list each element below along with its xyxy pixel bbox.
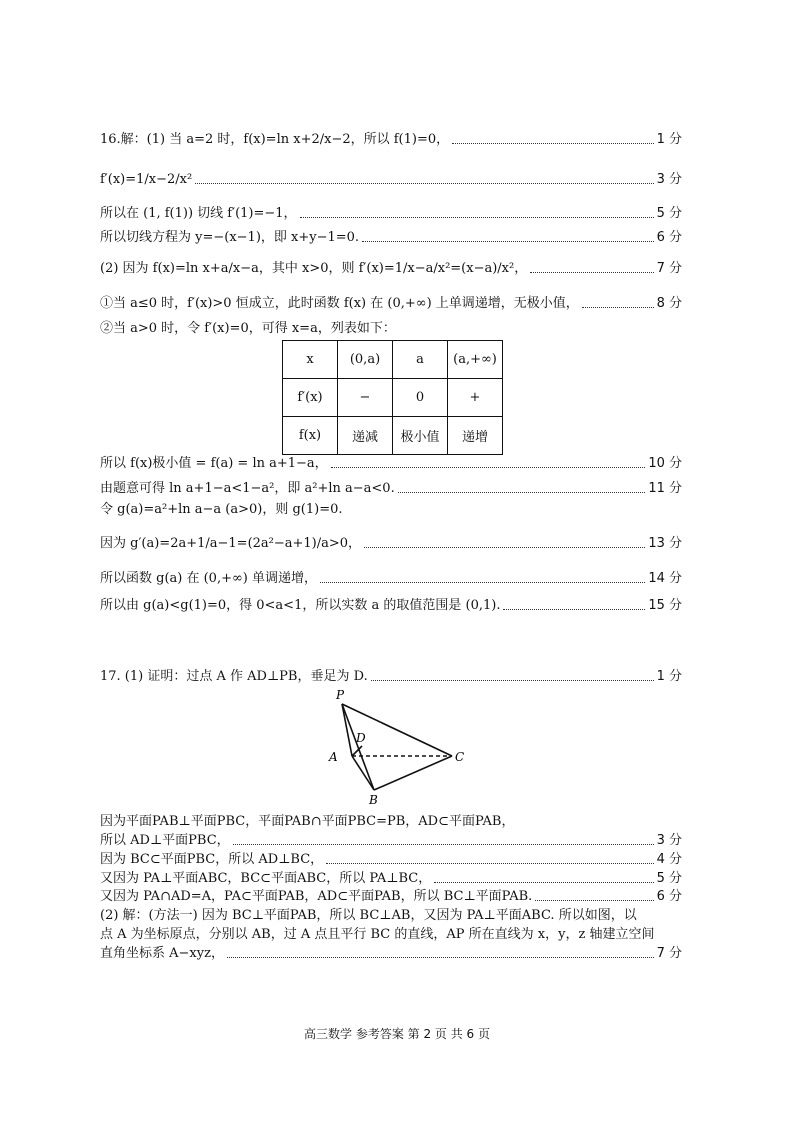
table-cell: a — [393, 341, 448, 379]
solution-text: 令 g(a)=a²+ln a−a (a>0)，则 g(1)=0. — [100, 502, 343, 517]
dot-leader — [530, 272, 653, 273]
edge-PA — [342, 704, 352, 756]
solution-line — [100, 870, 682, 888]
dot-leader — [434, 882, 653, 883]
line-text: ①当 a≤0 时，f′(x)>0 恒成立，此时函数 f(x) 在 (0,+∞) 上单调递增，无极小值， — [100, 296, 579, 311]
line-text: 所以由 g(a)<g(1)=0，得 0<a<1，所以实数 a 的取值范围是 (0,1). — [100, 598, 501, 613]
line-text: 所以函数 g(a) 在 (0,+∞) 单调递增， — [100, 571, 318, 586]
table-cell: + — [448, 379, 503, 417]
solution-text: (2) 解：(方法一) 因为 BC⊥平面PAB，所以 BC⊥AB，又因为 PA⊥平面ABC. 所以如图，以 — [100, 908, 637, 923]
table-row — [283, 379, 503, 417]
table-row — [283, 341, 503, 379]
line-text: 所以切线方程为 y=−(x−1)，即 x+y−1=0. — [100, 230, 360, 245]
line-text: 由题意可得 ln a+1−a<1−a²，即 a²+ln a−a<0. — [100, 481, 395, 496]
table-row — [283, 417, 503, 455]
table-cell: 0 — [393, 379, 448, 417]
score-label: 5 分 — [656, 206, 682, 221]
score-label: 1 分 — [656, 132, 682, 147]
line-text: (2) 因为 f(x)=ln x+a/x−a，其中 x>0，则 f′(x)=1/x−a/x²=(x−a)/x²， — [100, 261, 528, 276]
line-text: f′(x)=1/x−2/x² — [100, 172, 193, 187]
solution-text: ②当 a>0 时，令 f′(x)=0，可得 x=a，列表如下： — [100, 321, 396, 336]
score-label: 3 分 — [656, 833, 682, 848]
score-label: 4 分 — [656, 852, 682, 867]
solution-line — [100, 668, 682, 686]
solution-text: 点 A 为坐标原点，分别以 AB，过 A 点且平行 BC 的直线，AP 所在直线为 x，y，z 轴建立空间 — [100, 927, 655, 942]
score-label: 6 分 — [656, 230, 682, 245]
solution-line — [100, 455, 682, 473]
dot-leader — [582, 307, 654, 308]
score-label: 7 分 — [656, 261, 682, 276]
dot-leader — [371, 680, 654, 681]
table-cell: (a,+∞) — [448, 341, 503, 379]
solution-line — [100, 570, 682, 588]
solution-line — [100, 229, 682, 247]
dot-leader — [452, 143, 653, 144]
solution-line — [100, 260, 682, 278]
line-text: 直角坐标系 A−xyz， — [100, 946, 224, 961]
score-label: 5 分 — [656, 871, 682, 886]
dot-leader — [503, 609, 645, 610]
solution-line — [100, 171, 682, 189]
line-text: 16.解：(1) 当 a=2 时，f(x)=ln x+2/x−2，所以 f(1)=0， — [100, 132, 450, 147]
line-text: 17. (1) 证明：过点 A 作 AD⊥PB，垂足为 D. — [100, 669, 368, 684]
label-B: B — [369, 793, 378, 807]
page-footer: 高三数学 参考答案 第 2 页 共 6 页 — [304, 1027, 490, 1041]
solution-text: 因为平面PAB⊥平面PBC，平面PAB∩平面PBC=PB，AD⊂平面PAB， — [100, 814, 515, 829]
score-label: 1 分 — [656, 669, 682, 684]
edge-BC — [374, 756, 452, 790]
score-label: 13 分 — [648, 536, 682, 551]
score-label: 6 分 — [656, 889, 682, 904]
dot-leader — [398, 492, 646, 493]
solution-line — [100, 851, 682, 869]
solution-line — [100, 945, 682, 963]
score-label: 11 分 — [648, 481, 682, 496]
table-cell: 递减 — [338, 417, 393, 455]
label-C: C — [455, 750, 465, 764]
solution-line — [100, 295, 682, 313]
table-cell: x — [283, 341, 338, 379]
solution-line — [100, 480, 682, 498]
line-text: 又因为 PA∩AD=A，PA⊂平面PAB，AD⊂平面PAB，所以 BC⊥平面PAB. — [100, 889, 533, 904]
solution-line — [100, 832, 682, 850]
score-label: 10 分 — [648, 456, 682, 471]
solution-line — [100, 888, 682, 906]
score-label: 8 分 — [656, 296, 682, 311]
line-text: 所以 AD⊥平面PBC， — [100, 833, 230, 848]
table-cell: f′(x) — [283, 379, 338, 417]
table-cell: 极小值 — [393, 417, 448, 455]
dot-leader — [227, 957, 654, 958]
table-cell: 递增 — [448, 417, 503, 455]
line-text: 因为 g′(a)=2a+1/a−1=(2a²−a+1)/a>0， — [100, 536, 362, 551]
score-label: 14 分 — [648, 571, 682, 586]
line-text: 所以在 (1, f(1)) 切线 f′(1)=−1， — [100, 206, 297, 221]
label-A: A — [329, 750, 338, 764]
dot-leader — [331, 467, 646, 468]
table-cell: − — [338, 379, 393, 417]
dot-leader — [535, 900, 653, 901]
line-text: 因为 BC⊂平面PBC，所以 AD⊥BC， — [100, 852, 324, 867]
solution-line — [100, 205, 682, 223]
dot-leader — [233, 844, 654, 845]
score-label: 15 分 — [648, 598, 682, 613]
score-label: 7 分 — [656, 946, 682, 961]
label-P: P — [336, 688, 345, 702]
dot-leader — [195, 183, 653, 184]
line-text: 又因为 PA⊥平面ABC，BC⊂平面ABC，所以 PA⊥BC， — [100, 871, 432, 886]
dot-leader — [320, 582, 645, 583]
line-text: 所以 f(x)极小值 = f(a) = ln a+1−a， — [100, 456, 328, 471]
table-cell: f(x) — [283, 417, 338, 455]
score-label: 3 分 — [656, 172, 682, 187]
solution-line — [100, 535, 682, 553]
dot-leader — [300, 217, 654, 218]
table-cell: (0,a) — [338, 341, 393, 379]
label-D: D — [356, 731, 366, 745]
dot-leader — [326, 863, 653, 864]
tetrahedron-figure — [322, 686, 472, 810]
solution-line — [100, 131, 682, 149]
dot-leader — [364, 547, 645, 548]
monotonicity-table — [282, 340, 503, 455]
dot-leader — [362, 241, 654, 242]
solution-line — [100, 597, 682, 615]
